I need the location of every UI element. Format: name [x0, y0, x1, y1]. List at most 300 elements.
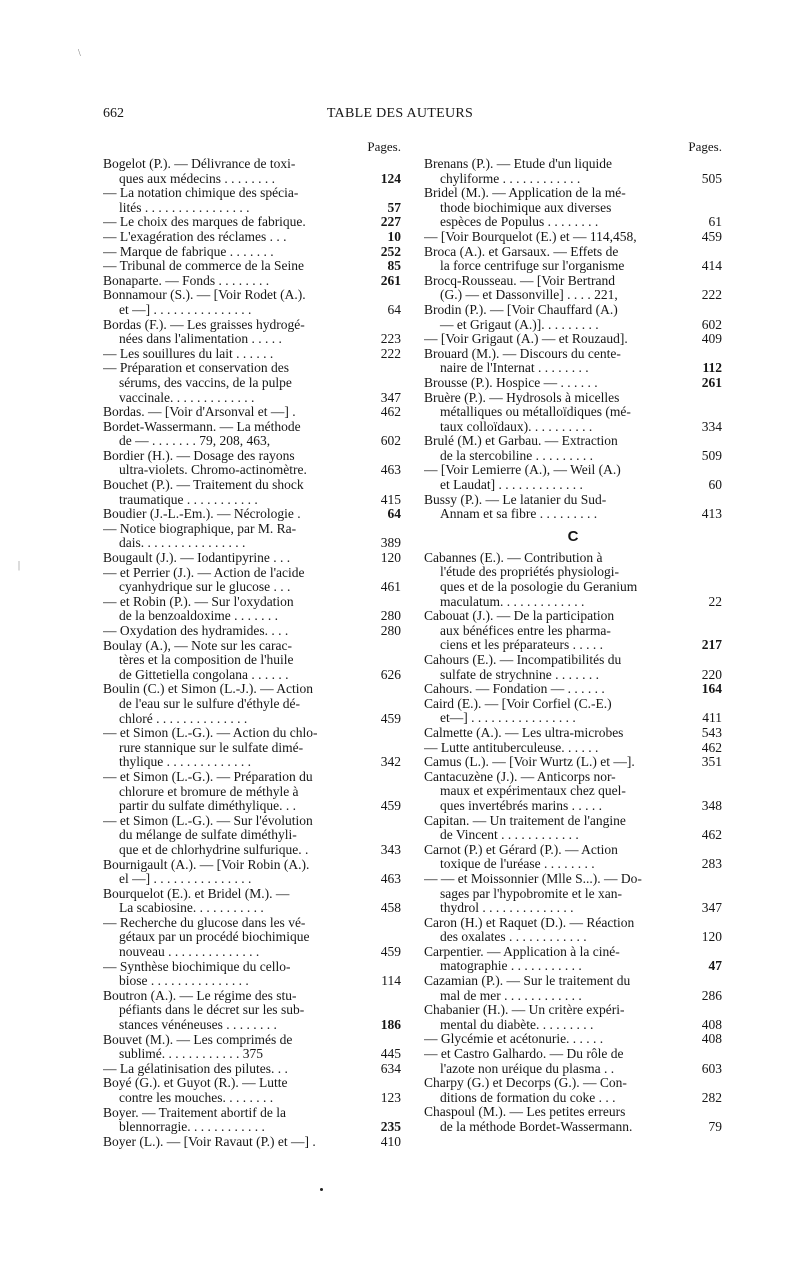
index-entry-line	[103, 712, 401, 727]
entry-text: Bordier (H.). — Dosage des rayons	[103, 448, 295, 463]
entry-text: Brouard (M.). — Discours du cente-	[424, 346, 621, 361]
page-ref: 85	[384, 259, 402, 274]
entry-text: l'azote non uréique du plasma . .	[440, 1061, 615, 1076]
index-entry-line	[424, 930, 722, 945]
page-ref: 351	[698, 755, 722, 770]
index-entry-line	[424, 507, 722, 522]
page-ref: 409	[698, 332, 722, 347]
index-entry-line	[103, 799, 401, 814]
index-entry-line	[424, 303, 722, 318]
index-entry-line	[103, 391, 401, 406]
entry-text: Cantacuzène (J.). — Anticorps nor-	[424, 769, 616, 784]
page-ref: 217	[698, 638, 722, 653]
entry-text: Carpentier. — Application à la ciné-	[424, 944, 620, 959]
index-entry-line	[424, 682, 722, 697]
index-entry-line	[424, 872, 722, 887]
scan-mark: |	[18, 560, 21, 571]
entry-text: — [Voir Grigaut (A.) — et Rouzaud].	[424, 332, 628, 347]
index-entry-line	[103, 726, 401, 741]
entry-text: que et de chlorhydrine sulfurique. .	[119, 842, 309, 857]
page-ref: 343	[377, 843, 401, 858]
entry-text: Boulin (C.) et Simon (L.-J.). — Action	[103, 682, 313, 697]
entry-text: aux bénéfices entre les pharma-	[440, 623, 611, 638]
page-ref: 22	[705, 595, 723, 610]
index-entry-line	[424, 565, 722, 580]
index-entry-line	[424, 784, 722, 799]
index-entry-line	[424, 318, 722, 333]
entry-text: lités . . . . . . . . . . . . . . . .	[119, 200, 250, 215]
page-ref: 286	[698, 989, 722, 1004]
page-ref: 60	[705, 478, 723, 493]
index-entry-line	[424, 1105, 722, 1120]
page-ref: 186	[377, 1018, 401, 1033]
entry-text: — La notation chimique des spécia-	[103, 186, 299, 201]
index-entry-line	[103, 989, 401, 1004]
entry-text: Bougault (J.). — Iodantipyrine . . .	[103, 551, 291, 566]
entry-text: Bordas. — [Voir d'Arsonval et —] .	[103, 405, 296, 420]
index-entry-line	[103, 653, 401, 668]
entry-text: Boyé (G.). et Guyot (R.). — Lutte	[103, 1076, 288, 1091]
entry-text: — et Castro Galhardo. — Du rôle de	[424, 1047, 624, 1062]
index-entry-line	[424, 434, 722, 449]
entry-text: sérums, des vaccins, de la pulpe	[119, 375, 292, 390]
entry-text: Brenans (P.). — Etude d'un liquide	[424, 157, 613, 171]
index-entry-line	[103, 755, 401, 770]
entry-text: Bouchet (P.). — Traitement du shock	[103, 478, 304, 493]
entry-text: Bordas (F.). — Les graisses hydrogé-	[103, 317, 305, 332]
page-ref: 64	[384, 303, 402, 318]
entry-text: — — et Moissonnier (Mlle S...). — Do-	[424, 871, 642, 886]
page-ref: 57	[384, 201, 402, 216]
index-entry-line	[103, 595, 401, 610]
entry-text: et Laudat] . . . . . . . . . . . . .	[440, 478, 583, 493]
entry-text: et—] . . . . . . . . . . . . . . . .	[440, 711, 576, 726]
index-entry-line	[424, 1003, 722, 1018]
entry-text: Bridel (M.). — Application de la mé-	[424, 186, 626, 201]
index-entry-line	[103, 303, 401, 318]
index-entry-line	[424, 755, 722, 770]
entry-text: matographie . . . . . . . . . . .	[440, 959, 582, 974]
entry-text: Cabouat (J.). — De la participation	[424, 609, 615, 624]
entry-text: de Gittetiella congolana . . . . . .	[119, 667, 289, 682]
entry-text: nouveau . . . . . . . . . . . . . .	[119, 945, 260, 960]
index-entry-line	[424, 668, 722, 683]
entry-text: rure stannique sur le sulfate dimé-	[119, 740, 304, 755]
index-entry-line	[424, 230, 722, 245]
page-ref: 283	[698, 857, 722, 872]
page-ref: 112	[698, 361, 722, 376]
page-ref: 408	[698, 1032, 722, 1047]
page-ref: 445	[377, 1047, 401, 1062]
page-ref: 10	[384, 230, 402, 245]
entry-text: traumatique . . . . . . . . . . .	[119, 492, 258, 507]
entry-text: (G.) — et Dassonville] . . . . 221,	[440, 288, 618, 303]
entry-text: Camus (L.). — [Voir Wurtz (L.) et —].	[424, 755, 635, 770]
index-entry-line	[424, 405, 722, 420]
entry-text: Bourquelot (E.). et Bridel (M.). —	[103, 886, 290, 901]
entry-text: Bonaparte. — Fonds . . . . . . . .	[103, 273, 270, 288]
index-entry-line	[103, 814, 401, 829]
page-ref: 252	[377, 245, 401, 260]
entry-text: — Notice biographique, par M. Ra-	[103, 521, 297, 536]
page-ref: 235	[377, 1120, 401, 1135]
entry-text: Carnot (P.) et Gérard (P.). — Action	[424, 842, 618, 857]
index-entry-line	[103, 770, 401, 785]
entry-text: — L'exagération des réclames . . .	[103, 229, 287, 244]
page-ref: 280	[377, 609, 401, 624]
index-entry-line	[424, 711, 722, 726]
entry-text: Annam et sa fibre . . . . . . . . .	[440, 507, 598, 522]
index-entry-line	[424, 201, 722, 216]
entry-text: la force centrifuge sur l'organisme	[440, 259, 625, 274]
entry-text: — [Voir Lemierre (A.), — Weil (A.)	[424, 463, 621, 478]
entry-text: de Vincent . . . . . . . . . . . .	[440, 828, 579, 843]
left-index-column	[103, 137, 401, 1149]
index-entry-line	[103, 668, 401, 683]
entry-text: thode biochimique aux diverses	[440, 200, 612, 215]
index-entry-line	[103, 405, 401, 420]
entry-text: Chabanier (H.). — Un critère expéri-	[424, 1003, 625, 1018]
entry-text: ques aux médecins . . . . . . . .	[119, 171, 275, 186]
index-entry-line	[103, 318, 401, 333]
page-ref: 334	[698, 420, 722, 435]
index-entry-line	[103, 522, 401, 537]
entry-text: — et Perrier (J.). — Action de l'acide	[103, 565, 305, 580]
page-ref: 463	[377, 872, 401, 887]
entry-text: péfiants dans le décret sur les sub-	[119, 1003, 305, 1018]
index-entry-line	[103, 858, 401, 873]
entry-text: — et Simon (L.-G.). — Préparation du	[103, 769, 313, 784]
right-index-column	[424, 137, 722, 1135]
index-entry-line	[424, 1091, 722, 1106]
index-entry-line	[103, 493, 401, 508]
entry-text: des oxalates . . . . . . . . . . . .	[440, 930, 587, 945]
entry-text: Boutron (A.). — Le régime des stu-	[103, 988, 297, 1003]
index-entry-line	[103, 1003, 401, 1018]
entry-text: sublimé. . . . . . . . . . . . 375	[119, 1047, 263, 1062]
index-entry-line	[103, 697, 401, 712]
entry-text: — Préparation et conservation des	[103, 361, 289, 376]
index-entry-line	[103, 682, 401, 697]
entry-text: Boudier (J.-L.-Em.). — Nécrologie .	[103, 507, 301, 522]
entry-text: de la benzoaldoxime . . . . . . .	[119, 609, 278, 624]
index-entry-line	[424, 493, 722, 508]
entry-text: de l'eau sur le sulfure d'éthyle dé-	[119, 696, 301, 711]
index-entry-line	[424, 288, 722, 303]
right-entries-c	[424, 551, 722, 1135]
index-entry-line	[103, 288, 401, 303]
page-ref: 463	[377, 463, 401, 478]
index-entry-line	[103, 785, 401, 800]
entry-text: Cahours. — Fondation — . . . . . .	[424, 682, 605, 697]
index-entry-line	[424, 332, 722, 347]
entry-text: Boulay (A.), — Note sur les carac-	[103, 638, 292, 653]
entry-text: — et Grigaut (A.)]. . . . . . . . .	[440, 317, 599, 332]
index-entry-line	[103, 828, 401, 843]
index-entry-line	[424, 245, 722, 260]
index-entry-line	[103, 259, 401, 274]
index-entry-line	[424, 887, 722, 902]
entry-text: du mélange de sulfate diméthyli-	[119, 828, 297, 843]
entry-text: dais. . . . . . . . . . . . . . . .	[119, 536, 246, 551]
index-entry-line	[103, 186, 401, 201]
entry-text: Bonnamour (S.). — [Voir Rodet (A.).	[103, 288, 306, 303]
entry-text: l'étude des propriétés physiologi-	[440, 565, 620, 580]
entry-text: nées dans l'alimentation . . . . .	[119, 332, 282, 347]
entry-text: chyliforme . . . . . . . . . . . .	[440, 171, 581, 186]
entry-text: — [Voir Bourquelot (E.) et — 114,458,	[424, 229, 637, 244]
page-ref: 222	[377, 347, 401, 362]
index-entry-line	[103, 580, 401, 595]
entry-text: — Recherche du glucose dans les vé-	[103, 915, 306, 930]
index-entry-line	[424, 799, 722, 814]
entry-text: toxique de l'uréase . . . . . . . .	[440, 857, 595, 872]
index-entry-line	[103, 536, 401, 551]
index-entry-line	[103, 624, 401, 639]
index-entry-line	[424, 172, 722, 187]
index-entry-line	[424, 157, 722, 172]
index-entry-line	[103, 1076, 401, 1091]
index-entry-line	[424, 653, 722, 668]
entry-text: ciens et les préparateurs . . . . .	[440, 638, 604, 653]
page-ref: 603	[698, 1062, 722, 1077]
entry-text: — Les souillures du lait . . . . . .	[103, 346, 274, 361]
index-entry-line	[424, 1018, 722, 1033]
entry-text: gétaux par un procédé biochimique	[119, 930, 310, 945]
index-entry-line	[424, 186, 722, 201]
index-entry-line	[103, 463, 401, 478]
entry-text: Calmette (A.). — Les ultra-microbes	[424, 725, 624, 740]
entry-text: tères et la composition de l'huile	[119, 653, 294, 668]
page-ref: 280	[377, 624, 401, 639]
entry-text: biose . . . . . . . . . . . . . . .	[119, 974, 249, 989]
entry-text: Bruère (P.). — Hydrosols à micelles	[424, 390, 620, 405]
entry-text: ques et de la posologie du Geranium	[440, 580, 638, 595]
page-ref: 389	[377, 536, 401, 551]
index-entry-line	[103, 157, 401, 172]
page-ref: 347	[698, 901, 722, 916]
index-entry-line	[103, 741, 401, 756]
entry-text: maux et expérimentaux chez quel-	[440, 784, 626, 799]
index-entry-line	[424, 741, 722, 756]
page-ref: 414	[698, 259, 722, 274]
index-entry-line	[103, 1091, 401, 1106]
index-entry-line	[424, 551, 722, 566]
index-entry-line	[424, 463, 722, 478]
index-entry-line	[424, 843, 722, 858]
index-entry-line	[103, 201, 401, 216]
page-ref: 61	[705, 215, 723, 230]
entry-text: Bordet-Wassermann. — La méthode	[103, 419, 301, 434]
page-ref: 602	[698, 318, 722, 333]
pages-label: Pages.	[688, 139, 722, 154]
scan-mark: \	[78, 48, 81, 59]
index-entry-line	[424, 274, 722, 289]
index-entry-line	[103, 1135, 401, 1150]
index-entry-line	[103, 916, 401, 931]
page-ref: 458	[377, 901, 401, 916]
index-entry-line	[103, 376, 401, 391]
index-entry-line	[103, 478, 401, 493]
page-ref: 543	[698, 726, 722, 741]
entry-text: Cahours (E.). — Incompatibilités du	[424, 653, 622, 667]
entry-text: Boyer (L.). — [Voir Ravaut (P.) et —] .	[103, 1134, 316, 1149]
index-entry-line	[424, 770, 722, 785]
index-entry-line	[103, 566, 401, 581]
index-entry-line	[424, 259, 722, 274]
index-entry-line	[103, 974, 401, 989]
entry-text: ultra-violets. Chromo-actinomètre.	[119, 463, 307, 478]
index-entry-line	[424, 215, 722, 230]
index-entry-line	[424, 595, 722, 610]
page-ref: 505	[698, 172, 722, 187]
entry-text: La scabiosine. . . . . . . . . . .	[119, 901, 264, 916]
entry-text: ques invertébrés marins . . . . .	[440, 798, 602, 813]
entry-text: — Synthèse biochimique du cello-	[103, 959, 291, 974]
index-entry-line	[424, 901, 722, 916]
index-entry-line	[424, 1076, 722, 1091]
index-entry-line	[424, 609, 722, 624]
index-entry-line	[424, 420, 722, 435]
entry-text: Bogelot (P.). — Délivrance de toxi-	[103, 157, 296, 171]
index-entry-line	[424, 449, 722, 464]
entry-text: — et Robin (P.). — Sur l'oxydation	[103, 594, 294, 609]
entry-text: contre les mouches. . . . . . . .	[119, 1091, 274, 1105]
running-title: TABLE DES AUTEURS	[326, 106, 474, 121]
index-entry-line	[424, 974, 722, 989]
index-entry-line	[424, 959, 722, 974]
page-ref: 626	[377, 668, 401, 683]
entry-text: ditions de formation du coke . . .	[440, 1090, 616, 1105]
page-ref: 461	[377, 580, 401, 595]
page-ref: 64	[384, 507, 402, 522]
index-entry-line	[103, 1120, 401, 1135]
index-entry-line	[424, 989, 722, 1004]
index-entry-line	[424, 1047, 722, 1062]
page-ref: 261	[698, 376, 722, 391]
entry-text: Boyer. — Traitement abortif de la	[103, 1105, 286, 1120]
index-entry-line	[424, 638, 722, 653]
index-entry-line	[424, 916, 722, 931]
right-entries-b	[424, 157, 722, 522]
index-entry-line	[103, 245, 401, 260]
index-entry-line	[424, 726, 722, 741]
index-entry-line	[424, 347, 722, 362]
entry-text: chlorure et bromure de méthyle à	[119, 784, 299, 799]
entry-text: Brousse (P.). Hospice — . . . . . .	[424, 375, 598, 390]
page-ref: 348	[698, 799, 722, 814]
index-entry-line	[424, 624, 722, 639]
pages-label: Pages.	[367, 139, 401, 154]
entry-text: sulfate de strychnine . . . . . . .	[440, 667, 599, 682]
index-entry-line	[103, 960, 401, 975]
page-ref: 459	[377, 799, 401, 814]
index-entry-line	[424, 697, 722, 712]
page-ref: 164	[698, 682, 722, 697]
index-entry-line	[103, 843, 401, 858]
index-entry-line	[103, 347, 401, 362]
section-letter-c: C	[567, 527, 579, 545]
entry-text: — Oxydation des hydramides. . . .	[103, 624, 289, 638]
page-ref: 347	[377, 391, 401, 406]
page-number: 662	[103, 106, 124, 121]
page-ref: 459	[377, 712, 401, 727]
index-entry-line	[103, 1106, 401, 1121]
index-entry-line	[103, 930, 401, 945]
page-ref: 509	[698, 449, 722, 464]
index-entry-line	[103, 1018, 401, 1033]
entry-text: — Tribunal de commerce de la Seine	[103, 259, 304, 274]
index-entry-line	[103, 639, 401, 654]
index-entry-line	[424, 1032, 722, 1047]
index-entry-line	[103, 945, 401, 960]
page-ref: 462	[698, 828, 722, 843]
index-entry-line	[103, 1033, 401, 1048]
index-entry-line	[103, 507, 401, 522]
page-ref: 411	[698, 711, 722, 726]
entry-text: — et Simon (L.-G.). — Sur l'évolution	[103, 813, 313, 828]
entry-text: Caron (H.) et Raquet (D.). — Réaction	[424, 915, 635, 930]
entry-text: chloré . . . . . . . . . . . . . .	[119, 711, 248, 726]
index-entry-line	[424, 361, 722, 376]
page-ref: 120	[698, 930, 722, 945]
page-ref: 79	[705, 1120, 723, 1135]
entry-text: maculatum. . . . . . . . . . . . .	[440, 594, 585, 609]
index-entry-line	[424, 1120, 722, 1135]
index-entry-line	[424, 945, 722, 960]
entry-text: Bournigault (A.). — [Voir Robin (A.).	[103, 857, 310, 872]
entry-text: — Lutte antituberculeuse. . . . . .	[424, 740, 599, 755]
entry-text: sages par l'hypobromite et le xan-	[440, 886, 622, 901]
entry-text: de la méthode Bordet-Wassermann.	[440, 1120, 633, 1134]
index-entry-line	[424, 391, 722, 406]
entry-text: — Marque de fabrique . . . . . . .	[103, 244, 274, 259]
page-ref: 415	[377, 493, 401, 508]
entry-text: vaccinale. . . . . . . . . . . . .	[119, 390, 255, 405]
page-ref: 124	[377, 172, 401, 187]
page-ref: 120	[377, 551, 401, 566]
page-ref: 462	[698, 741, 722, 756]
entry-text: Bouvet (M.). — Les comprimés de	[103, 1032, 293, 1047]
entry-text: blennorragie. . . . . . . . . . . .	[119, 1120, 265, 1135]
entry-text: métalliques ou métalloïdiques (mé-	[440, 405, 631, 420]
page-ref: 342	[377, 755, 401, 770]
entry-text: mental du diabète. . . . . . . . .	[440, 1017, 594, 1032]
page-ref: 261	[377, 274, 401, 289]
page-ref: 222	[698, 288, 722, 303]
entry-text: de — . . . . . . . 79, 208, 463,	[119, 434, 271, 449]
index-entry-line	[103, 1062, 401, 1077]
entry-text: el —] . . . . . . . . . . . . . . .	[119, 872, 252, 887]
entry-text: cyanhydrique sur le glucose . . .	[119, 580, 291, 595]
entry-text: mal de mer . . . . . . . . . . . .	[440, 988, 582, 1003]
page-ref: 459	[698, 230, 722, 245]
page-ref: 282	[698, 1091, 722, 1106]
index-entry-line	[424, 376, 722, 391]
index-entry-line	[424, 478, 722, 493]
index-entry-line	[103, 274, 401, 289]
entry-text: Cazamian (P.). — Sur le traitement du	[424, 974, 631, 989]
index-entry-line	[424, 828, 722, 843]
index-entry-line	[103, 420, 401, 435]
index-entry-line	[424, 857, 722, 872]
page-ref: 220	[698, 668, 722, 683]
entry-text: Brulé (M.) et Garbau. — Extraction	[424, 434, 618, 449]
index-entry-line	[103, 609, 401, 624]
index-entry-line	[424, 1062, 722, 1077]
page-ref: 462	[377, 405, 401, 420]
entry-text: et —] . . . . . . . . . . . . . . .	[119, 302, 252, 317]
